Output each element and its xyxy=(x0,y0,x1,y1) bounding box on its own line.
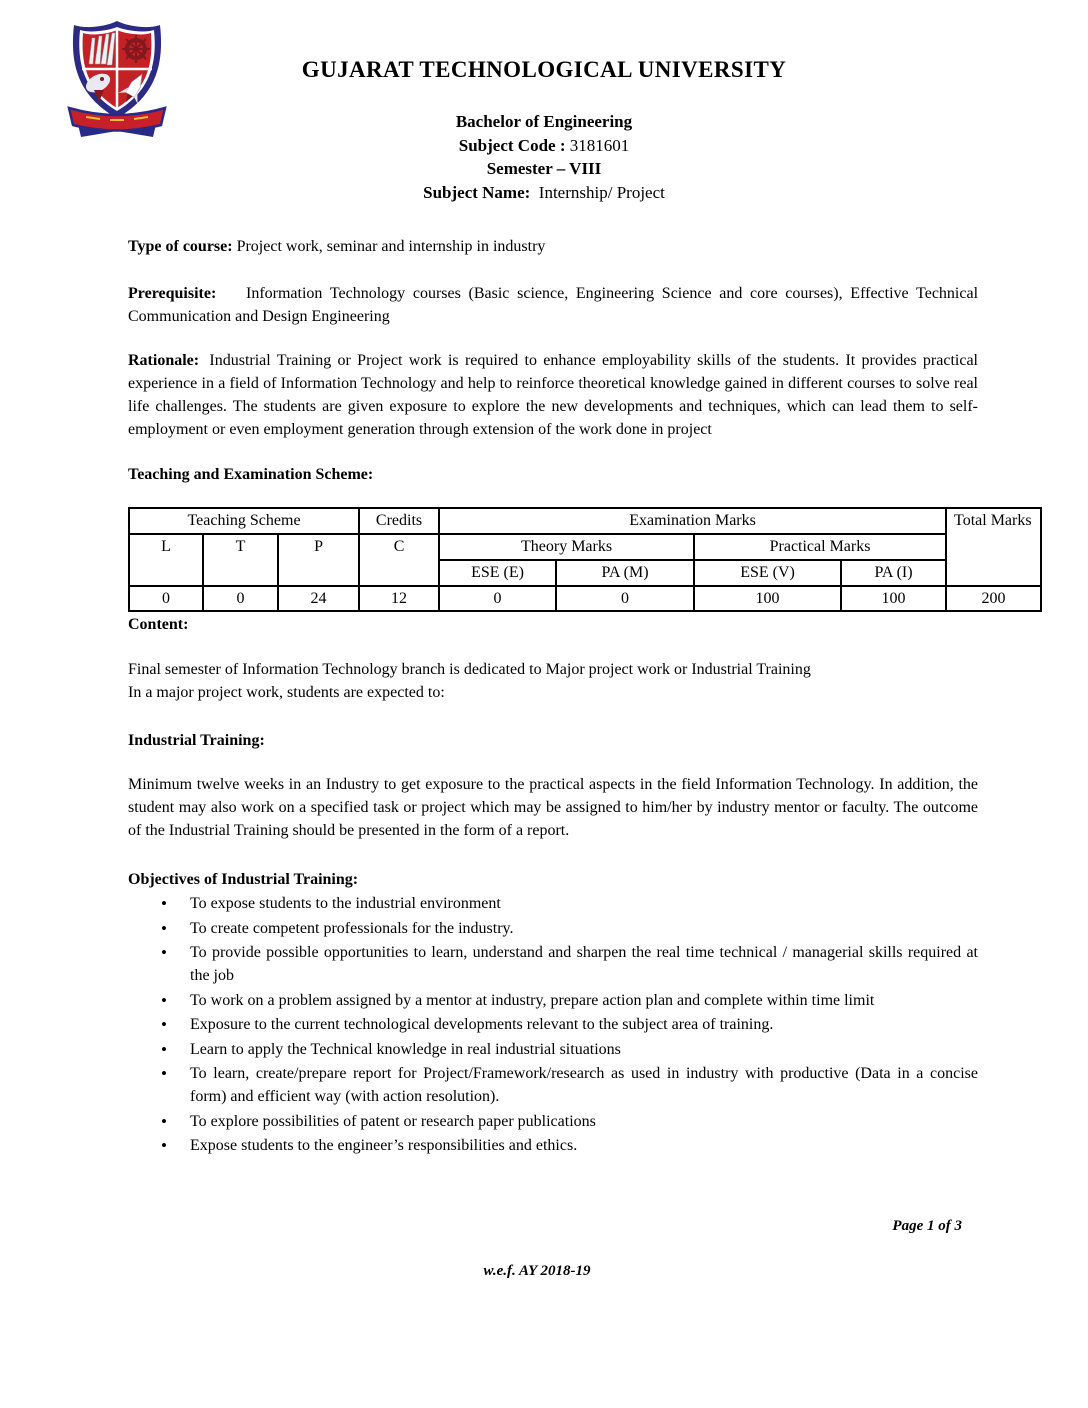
list-item: • Expose students to the engineer’s responsibilities and ethics. xyxy=(190,1134,978,1157)
prerequisite-label: Prerequisite: xyxy=(128,285,217,302)
table-header-row-1 xyxy=(129,508,1041,534)
value-total: 200 xyxy=(946,586,1041,611)
value-pa-i: 100 xyxy=(841,586,946,611)
list-item: • To expose students to the industrial environment xyxy=(190,892,978,915)
value-t: 0 xyxy=(203,586,278,611)
value-c: 12 xyxy=(359,586,439,611)
university-crest-icon xyxy=(56,18,178,142)
col-c-header: C xyxy=(359,534,439,586)
list-item: • Learn to apply the Technical knowledge in real industrial situations xyxy=(190,1038,978,1061)
value-ese-v: 100 xyxy=(694,586,841,611)
content-intro xyxy=(128,658,978,704)
prerequisite-paragraph xyxy=(128,282,978,328)
teaching-scheme-header: Teaching Scheme xyxy=(129,508,359,534)
list-item: • Exposure to the current technological developments relevant to the subject area of training. xyxy=(190,1013,978,1036)
content-column xyxy=(128,235,1032,1157)
pa-i-header: PA (I) xyxy=(841,560,946,586)
scheme-heading: Teaching and Examination Scheme: xyxy=(128,466,374,483)
gtu-logo xyxy=(56,18,178,142)
ese-v-header: ESE (V) xyxy=(694,560,841,586)
credits-header: Credits xyxy=(359,508,439,534)
subject-name-line xyxy=(0,181,1088,205)
list-item: • To provide possible opportunities to learn, understand and sharpen the real time technical / managerial skills required at the job xyxy=(190,941,978,987)
col-t-header: T xyxy=(203,534,278,586)
type-of-course-paragraph xyxy=(128,235,978,258)
total-marks-header: Total Marks xyxy=(946,508,1041,586)
page-number: Page 1 of 3 xyxy=(892,1218,962,1234)
content-line-1: Final semester of Information Technology branch is dedicated to Major project work or Industrial Training xyxy=(128,661,811,678)
subject-name-value: Internship/ Project xyxy=(538,182,665,202)
col-l-header: L xyxy=(129,534,203,586)
examination-marks-header: Examination Marks xyxy=(439,508,946,534)
industrial-training-heading: Industrial Training: xyxy=(128,732,265,749)
content-heading: Content: xyxy=(128,616,189,633)
practical-marks-header: Practical Marks xyxy=(694,534,946,560)
objectives-list xyxy=(128,892,978,1157)
type-of-course-label: Type of course: xyxy=(128,238,233,255)
value-l: 0 xyxy=(129,586,203,611)
list-item: • To explore possibilities of patent or research paper publications xyxy=(190,1110,978,1133)
list-item: • To create competent professionals for the industry. xyxy=(190,917,978,940)
value-p: 24 xyxy=(278,586,359,611)
value-pa-m: 0 xyxy=(556,586,694,611)
objectives-heading: Objectives of Industrial Training: xyxy=(128,871,359,888)
list-item: • To work on a problem assigned by a mentor at industry, prepare action plan and complete within time limit xyxy=(190,989,978,1012)
exam-scheme-table xyxy=(128,507,1042,612)
type-of-course-text: Project work, seminar and internship in industry xyxy=(236,238,546,255)
effective-year-note: w.e.f. AY 2018-19 xyxy=(483,1263,591,1279)
semester-line: Semester – VIII xyxy=(486,159,602,178)
theory-marks-header: Theory Marks xyxy=(439,534,694,560)
prerequisite-text: Information Technology courses (Basic science, Engineering Science and core courses), Effective Technical Communication and Design Engineering xyxy=(128,285,979,325)
subject-code-label: Subject Code : xyxy=(458,135,566,155)
subject-name-label: Subject Name: xyxy=(423,182,531,202)
col-p-header: P xyxy=(278,534,359,586)
subject-code-value: 3181601 xyxy=(569,135,630,155)
pa-m-header: PA (M) xyxy=(556,560,694,586)
rationale-paragraph xyxy=(128,349,978,441)
table-data-row xyxy=(129,586,1041,611)
rationale-label: Rationale: xyxy=(128,352,200,369)
industrial-training-paragraph: Minimum twelve weeks in an Industry to get exposure to the practical aspects in the field Information Technology. In addition, the student may also work on a specified task or project which may be assigned to him/her by industry mentor or faculty. The outcome of the Industrial Training should be presented in the form of a report. xyxy=(128,776,978,839)
ese-e-header: ESE (E) xyxy=(439,560,556,586)
content-line-2: In a major project work, students are expected to: xyxy=(128,684,445,701)
page-title: GUJARAT TECHNOLOGICAL UNIVERSITY xyxy=(301,57,787,82)
degree-line: Bachelor of Engineering xyxy=(455,112,633,131)
table-header-row-2 xyxy=(129,534,1041,560)
value-ese-e: 0 xyxy=(439,586,556,611)
rationale-text: Industrial Training or Project work is required to enhance employability skills of the students. It provides practical experience in a field of Information Technology and help to reinforce theoretical knowledge gained in different courses to solve real life challenges. The students are given exposure to explore the new developments and techniques, which can lead them to self-employment or even employment generation through extension of the work done in project xyxy=(128,352,978,438)
list-item: • To learn, create/prepare report for Project/Framework/research as used in industry with productive (Data in a concise form) and efficient way (with action resolution). xyxy=(190,1062,978,1108)
